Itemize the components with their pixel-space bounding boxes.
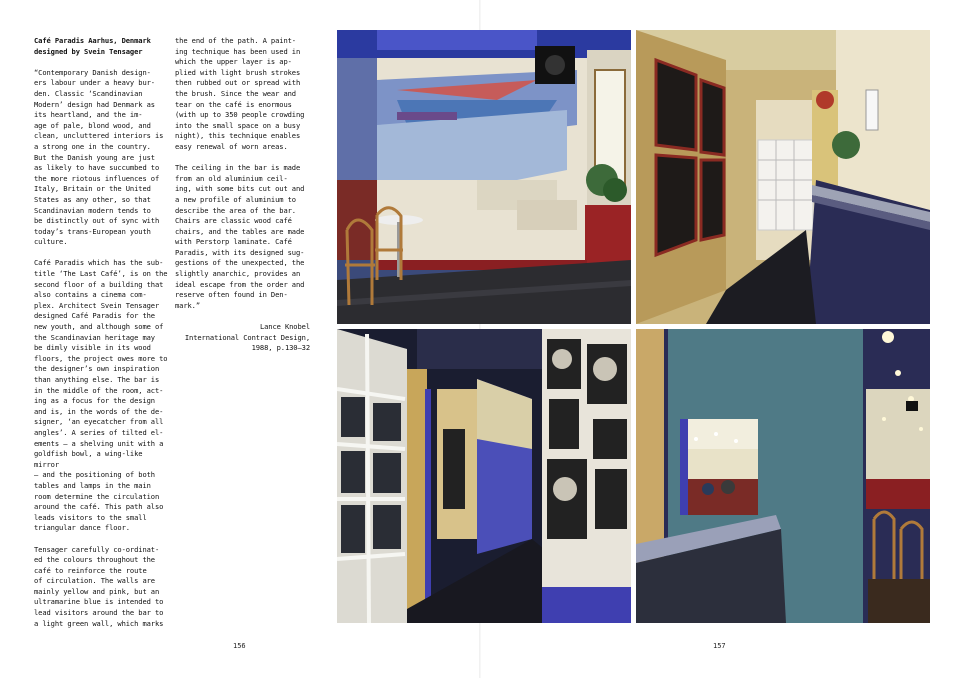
page-number-right: 157 bbox=[713, 642, 726, 650]
photo-mural-with-cafe-chairs bbox=[337, 30, 631, 324]
article-heading: Café Paradis Aarhus, Denmark designed by Svein Tensager bbox=[34, 36, 151, 56]
article-credit: Lance Knobel International Contract Design, 1988, p.130–32 bbox=[184, 322, 310, 353]
photo-poster-column-and-shelves bbox=[337, 329, 631, 623]
paragraph: Café Paradis which has the sub- title ‘The Last Café’, is on the second floor of a building that also contains a cinema com- plex. Architect Svein Tensager designed Café Paradis for the new youth, and although some of the Scandinavian heritage may be dimly visible in its wood floors, the project owes more to the designer’s own inspiration than anything else. The bar is in the middle of the room, act- ing as a focus for the design and is, in the words of the de- signer, ‘an eyecatcher from all angles’. A series of tilted el- ements – a shelving unit with a goldfish bowl, a wing-like mirror – and the positioning of both tables and lamps in the main room determine the circulation around the café. This path also leads visitors to the small triangular dance floor. bbox=[34, 258, 168, 533]
paragraph: The ceiling in the bar is made from an old aluminium ceil- ing, with some bits cut out and a new profile of aluminium to describe the area of the bar. Chairs are classic wood café chairs, and the tables are made with Perstorp laminate. Café Paradis, with its designed sug- gestions of the unexpected, the slightly anarchic, provides an ideal escape from the order and reserve often found in Den- mark.” bbox=[175, 163, 305, 310]
paragraph: “Contemporary Danish design- ers labour under a heavy bur- den. Classic ‘Scandinavian Modern’ design had Denmark as its heartland, and the im- age of pale, blond wood, and clean, uncluttered interiors is a strong one in the country. But the Danish young are just as likely to have succumbed to the more riotous influences of Italy, Britain or the United States as any other, so that Scandinavian modern tends to be distinctly out of sync with today’s trans-European youth culture. bbox=[34, 67, 164, 247]
paragraph: Tensager carefully co-ordinat- ed the colours throughout the café to reinforce the route of circulation. The walls are mainly yellow and pink, but an ultramarine blue is intended to lead visitors around the bar to a light green wall, which marks bbox=[34, 544, 164, 628]
photo-bar-corridor-with-shelving bbox=[636, 30, 930, 324]
page-number-left: 156 bbox=[233, 642, 246, 650]
text-column-1 bbox=[34, 36, 169, 640]
photo-blue-wall-window-to-cafe bbox=[636, 329, 930, 623]
paragraph: the end of the path. A paint- ing technique has been used in which the upper layer is ap- plied with light brush strokes then rubbed out or spread with the brush. Since the wear and tear on the café is enormous (with up to 350 people crowding into the small space on a busy night), this technique enables easy renewal of worn areas. bbox=[175, 36, 305, 151]
text-column-2 bbox=[175, 36, 310, 354]
